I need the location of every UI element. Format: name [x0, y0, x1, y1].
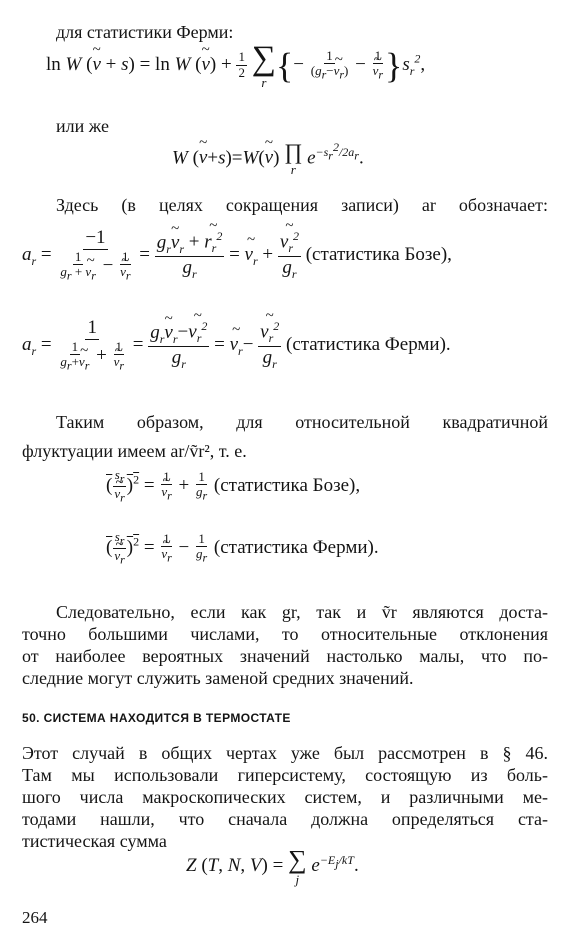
text-thus-2: флуктуации имеем ar/ṽr², т. е.	[22, 441, 247, 461]
text-case-5: тистическая сумма	[22, 831, 167, 851]
equation-ar-fermi: $a_r$ = 1 $\frac{1}{g_r+\sim \nu_r}$ + 1 ~ $\nu_r$ = $\frac{g_r\sim \nu_r-\sim \nu_r^2}{g_r}$ = ~ $\nu_r-$ ~ $\frac{\nu_r^2}{g_r}$ (статистика Ферми).	[22, 318, 451, 374]
page-number: 264	[22, 908, 48, 927]
equation-w-product: W (~ ν+s)=W(~ ν) ∏ r $e^{-s_r^2/2a_r}$.	[172, 140, 364, 176]
text-conseq-1: Следовательно, если как gr, так и ṽr являются доста-	[56, 602, 548, 622]
text-thus-1: Таким образом, для относительной квадратичной	[56, 412, 548, 432]
equation-lnw: ln W (~ ν + s) = ln W (~ ν) + $\frac{1}{2}$ ∑ r {− $\frac{1}{(g_r-\sim \nu_r)}$ − 1 ~ $\nu_r$ }$s_r^2$,	[46, 42, 425, 89]
text-conseq-3: от наиболее вероятных значений настолько малы, что по-	[22, 646, 548, 666]
text-fermi-intro: для статистики Ферми:	[56, 22, 234, 42]
label-fermi-1: (статистика Ферми).	[286, 334, 451, 356]
text-case-2: Там мы использовали гиперсистему, состоящую из боль-	[22, 765, 548, 785]
equation-partition-sum: Z (T, N, V) = ∑ j $e^{-E_j/kT}$.	[186, 845, 359, 887]
text-conseq-2: точно большими числами, то относительные отклонения	[22, 624, 548, 644]
text-here: Здесь (в целях сокращения записи) ar обозначает:	[56, 195, 548, 215]
text-case-4: тодами нашли, что сначала должна определяться ста-	[22, 809, 548, 829]
label-fermi-2: (статистика Ферми).	[213, 536, 379, 558]
equation-fluct-fermi: ( $s_r$ ~ $\nu_r$ )$^2$ = 1 ~ $\nu_r$ − $\frac{1}{g_r}$ (статистика Ферми).	[106, 530, 379, 567]
equation-ar-bose: $a_r$ = −1 $\frac{1}{g_r + \sim \nu_r}$ − 1 ~ $\nu_r$ = $\frac{g_r\sim \nu_r + \sim r_r^2}{g_r}$ = ~ $\nu_r$ + ~ $\frac{\nu_r^2}{g_r}$ (статистика Бозе),	[22, 228, 452, 284]
section-heading: 50. СИСТЕМА НАХОДИТСЯ В ТЕРМОСТАТЕ	[22, 711, 291, 725]
text-conseq-4: следние могут служить заменой средних значений.	[22, 668, 414, 688]
text-case-1: Этот случай в общих чертах уже был рассмотрен в § 46.	[22, 743, 548, 763]
text-or: или же	[56, 116, 109, 136]
label-bose-2: (статистика Бозе),	[213, 474, 361, 496]
label-bose-1: (статистика Бозе),	[305, 244, 452, 266]
text-case-3: шого числа макроскопических систем, и различными ме-	[22, 787, 548, 807]
equation-fluct-bose: ( $s_r$ ~ $\nu_r$ )$^2$ = 1 ~ $\nu_r$ + $\frac{1}{g_r}$ (статистика Бозе),	[106, 468, 360, 505]
